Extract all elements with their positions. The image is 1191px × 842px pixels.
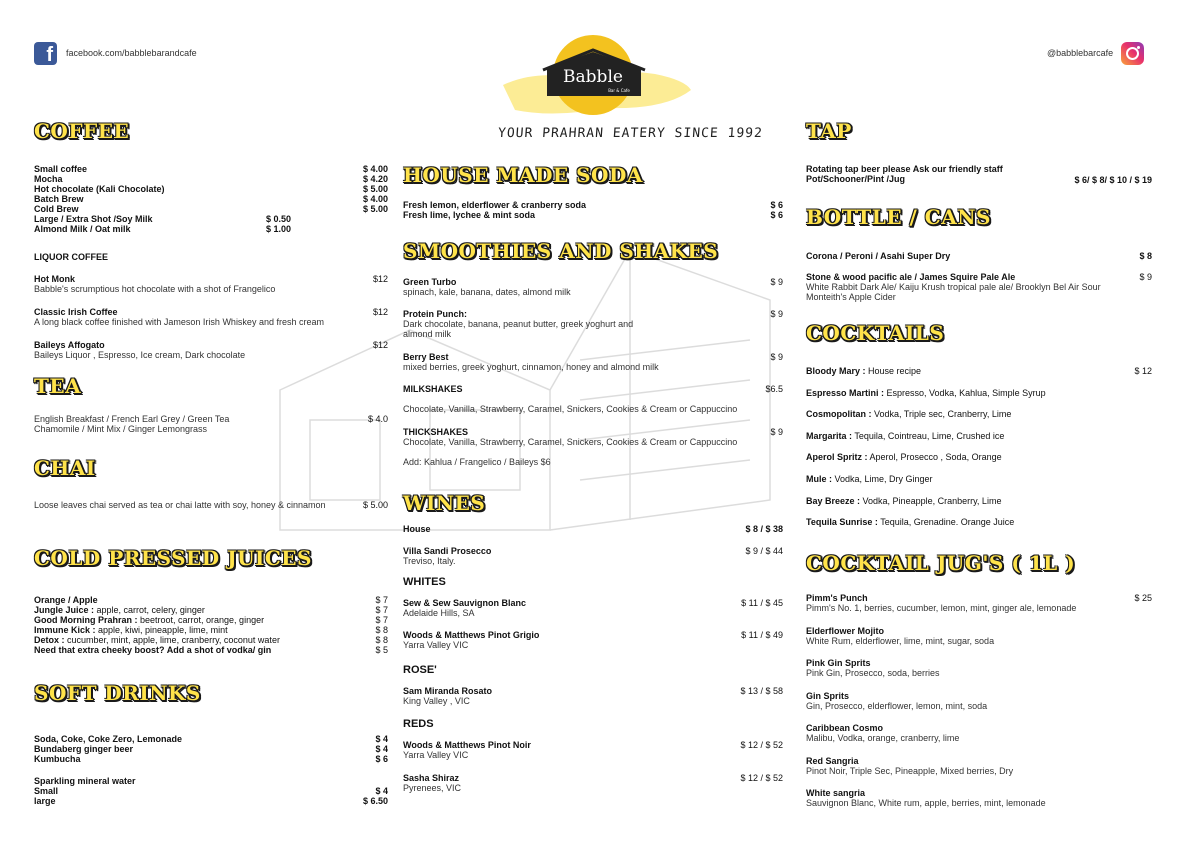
menu-item: Protein Punch: Dark chocolate, banana, peanut butter, greek yoghurt and almond milk $ 9 <box>403 309 783 339</box>
jugs-heading: COCKTAIL JUG'S ( 1L ) <box>806 551 1076 575</box>
menu-item: Small $ 4 <box>34 786 388 796</box>
chai-heading: CHAI <box>34 456 96 480</box>
menu-item: Sam Miranda Rosato King Valley , VIC $ 13 / $ 58 <box>403 686 783 706</box>
rose-title: ROSE' <box>403 664 437 676</box>
logo <box>495 30 695 125</box>
logo-text: Babble <box>563 67 623 87</box>
menu-item: Immune Kick : apple, kiwi, pineapple, lime, mint $ 8 <box>34 625 388 635</box>
menu-item: Caribbean Cosmo Malibu, Vodka, orange, cranberry, lime <box>806 723 960 743</box>
menu-item: Bloody Mary : House recipe <box>806 366 922 376</box>
menu-item: Baileys Affogato Baileys Liquor , Espresso, Ice cream, Dark chocolate $12 <box>34 340 388 360</box>
chai-item: Loose leaves chai served as tea or chai latte with soy, honey & cinnamon $ 5.00 <box>34 500 388 510</box>
menu-item: Gin Sprits Gin, Prosecco, elderflower, lemon, mint, soda <box>806 690 988 711</box>
soft-drinks-list: Soda, Coke, Coke Zero, Lemonade $ 4 Bundaberg ginger beer $ 4 Kumbucha $ 6 Sparkling mineral water Small $ 4 large $ 6.50 <box>34 734 388 806</box>
menu-item: Aperol Spritz : Aperol, Prosecco , Soda, Orange <box>806 452 1002 463</box>
menu-item: Green Turbo spinach, kale, banana, dates, almond milk $ 9 <box>403 277 783 297</box>
menu-item: Hot Monk Babble's scrumptious hot chocolate with a shot of Frangelico $12 <box>34 274 388 294</box>
menu-item: Margarita : Tequila, Cointreau, Lime, Crushed ice <box>806 430 1005 441</box>
menu-item: Bay Breeze : Vodka, Pineapple, Cranberry, Lime <box>806 495 1002 506</box>
coffee-heading: COFFEE <box>34 119 130 143</box>
bottle-list <box>806 251 1152 302</box>
soda-heading: HOUSE MADE SODA <box>403 163 643 187</box>
menu-item: Villa Sandi Prosecco Treviso, Italy. $ 9 / $ 44 <box>403 546 783 566</box>
tea-heading: TEA <box>34 374 82 398</box>
menu-item: Fresh lemon, elderflower & cranberry soda $ 6 <box>403 200 783 210</box>
menu-item: Sasha Shiraz Pyrenees, VIC $ 12 / $ 52 <box>403 773 783 793</box>
menu-item: Mule : Vodka, Lime, Dry Ginger <box>806 473 933 484</box>
soft-drinks-heading: SOFT DRINKS <box>34 681 201 705</box>
menu-item: House $ 8 / $ 38 <box>403 524 783 534</box>
addon-note: Add: Kahlua / Frangelico / Baileys $6 <box>403 457 551 467</box>
menu-item: Kumbucha $ 6 <box>34 754 388 764</box>
cocktail-price: $ 12 <box>1134 366 1152 376</box>
menu-item: Woods & Matthews Pinot Noir Yarra Valley VIC $ 12 / $ 52 <box>403 740 783 760</box>
bottle-heading: BOTTLE / CANS <box>806 205 991 229</box>
menu-item: Good Morning Prahran : beetroot, carrot, orange, ginger $ 7 <box>34 615 388 625</box>
tap-item: Rotating tap beer please Ask our friendly staff Pot/Schooner/Pint /Jug $ 6/ $ 8/ $ 10 / $ 19 <box>806 164 1152 185</box>
menu-item: Detox : cucumber, mint, apple, lime, cranberry, coconut water $ 8 <box>34 635 388 645</box>
juices-list <box>34 595 388 655</box>
menu-item: Classic Irish Coffee A long black coffee finished with Jameson Irish Whiskey and fresh cream $12 <box>34 307 388 327</box>
jugs-list <box>806 593 1152 821</box>
menu-item: Corona / Peroni / Asahi Super Dry $ 8 <box>806 251 1152 261</box>
menu-item: Pimm's Punch Pimm's No. 1, berries, cucumber, lemon, mint, ginger ale, lemonade <box>806 593 1077 613</box>
menu-item: Need that extra cheeky boost? Add a shot of vodka/ gin $ 5 <box>34 645 388 655</box>
tea-item: English Breakfast / French Earl Grey / Green Tea Chamomile / Mint Mix / Ginger Lemongrass $ 4.0 <box>34 414 388 434</box>
menu-item: Sew & Sew Sauvignon Blanc Adelaide Hills, SA $ 11 / $ 45 <box>403 598 783 618</box>
menu-item: Cosmopolitan : Vodka, Triple sec, Cranberry, Lime <box>806 409 1012 420</box>
coffee-list <box>34 164 388 234</box>
instagram-link[interactable]: @babblebarcafe <box>1047 48 1114 58</box>
thickshakes-item: THICKSHAKES Chocolate, Vanilla, Strawberry, Caramel, Snickers, Cookies & Cream or Cappuccino $ 9 <box>403 427 783 447</box>
tagline: YOUR PRAHRAN EATERY SINCE 1992 <box>497 126 764 141</box>
menu-item: large $ 6.50 <box>34 796 388 806</box>
menu-item: Fresh lime, lychee & mint soda $ 6 <box>403 210 783 220</box>
menu-item: Almond Milk / Oat milk $ 1.00 <box>34 224 292 234</box>
menu-item: Mocha $ 4.20 <box>34 174 388 184</box>
menu-item: Woods & Matthews Pinot Grigio Yarra Valley VIC $ 11 / $ 49 <box>403 630 783 650</box>
tap-heading: TAP <box>806 119 852 143</box>
menu-item: Large / Extra Shot /Soy Milk $ 0.50 <box>34 214 292 224</box>
menu-item: Espresso Martini : Espresso, Vodka, Kahlua, Simple Syrup <box>806 387 1046 398</box>
menu-item: Hot chocolate (Kali Chocolate) $ 5.00 <box>34 184 388 194</box>
menu-item: Red Sangria Pinot Noir, Triple Sec, Pineapple, Mixed berries, Dry <box>806 755 1014 776</box>
cocktails-heading: COCKTAILS <box>806 321 945 345</box>
menu-item: White sangria Sauvignon Blanc, White rum, apple, berries, mint, lemonade <box>806 788 1046 808</box>
smoothies-heading: SMOOTHIES AND SHAKES <box>403 239 719 263</box>
milkshakes-item: MILKSHAKES Chocolate, Vanilla, Strawberry, Caramel, Snickers, Cookies & Cream or Cappuccino $6.5 <box>403 384 783 414</box>
smoothies-list <box>403 277 783 467</box>
menu-item: Pink Gin Sprits Pink Gin, Prosecco, soda, berries <box>806 658 940 678</box>
facebook-icon[interactable]: f <box>34 42 57 65</box>
wines-list <box>403 524 783 803</box>
juices-heading: COLD PRESSED JUICES <box>34 546 312 570</box>
logo-sub: Bar & Cafe <box>608 88 630 93</box>
liquor-list <box>34 274 388 373</box>
menu-item: Tequila Sunrise : Tequila, Grenadine. Orange Juice <box>806 517 1015 528</box>
reds-title: REDS <box>403 718 434 730</box>
wines-heading: WINES <box>403 491 486 515</box>
menu-item: Cold Brew $ 5.00 <box>34 204 388 214</box>
menu-item: Batch Brew $ 4.00 <box>34 194 388 204</box>
facebook-link[interactable]: facebook.com/babblebarandcafe <box>66 48 197 58</box>
soda-list <box>403 200 783 220</box>
menu-item: Small coffee $ 4.00 <box>34 164 388 174</box>
menu-item: Orange / Apple $ 7 <box>34 595 388 605</box>
whites-title: WHITES <box>403 576 446 588</box>
menu-item: Berry Best mixed berries, greek yoghurt, cinnamon, honey and almond milk $ 9 <box>403 352 783 372</box>
menu-item: Jungle Juice : apple, carrot, celery, ginger $ 7 <box>34 605 388 615</box>
menu-item: Bundaberg ginger beer $ 4 <box>34 744 388 754</box>
jug-price: $ 25 <box>1134 593 1152 603</box>
cocktails-list <box>806 366 1152 539</box>
menu-item: Soda, Coke, Coke Zero, Lemonade $ 4 <box>34 734 388 744</box>
instagram-icon[interactable] <box>1121 42 1144 65</box>
menu-item: Stone & wood pacific ale / James Squire Pale Ale White Rabbit Dark Ale/ Kaiju Krush tropical pale ale/ Brooklyn Bel Air Sour Monteith's Apple Cider $ 9 <box>806 272 1152 302</box>
menu-item: Elderflower Mojito White Rum, elderflower, lime, mint, sugar, soda <box>806 625 995 646</box>
liquor-coffee-title: LIQUOR COFFEE <box>34 252 108 262</box>
